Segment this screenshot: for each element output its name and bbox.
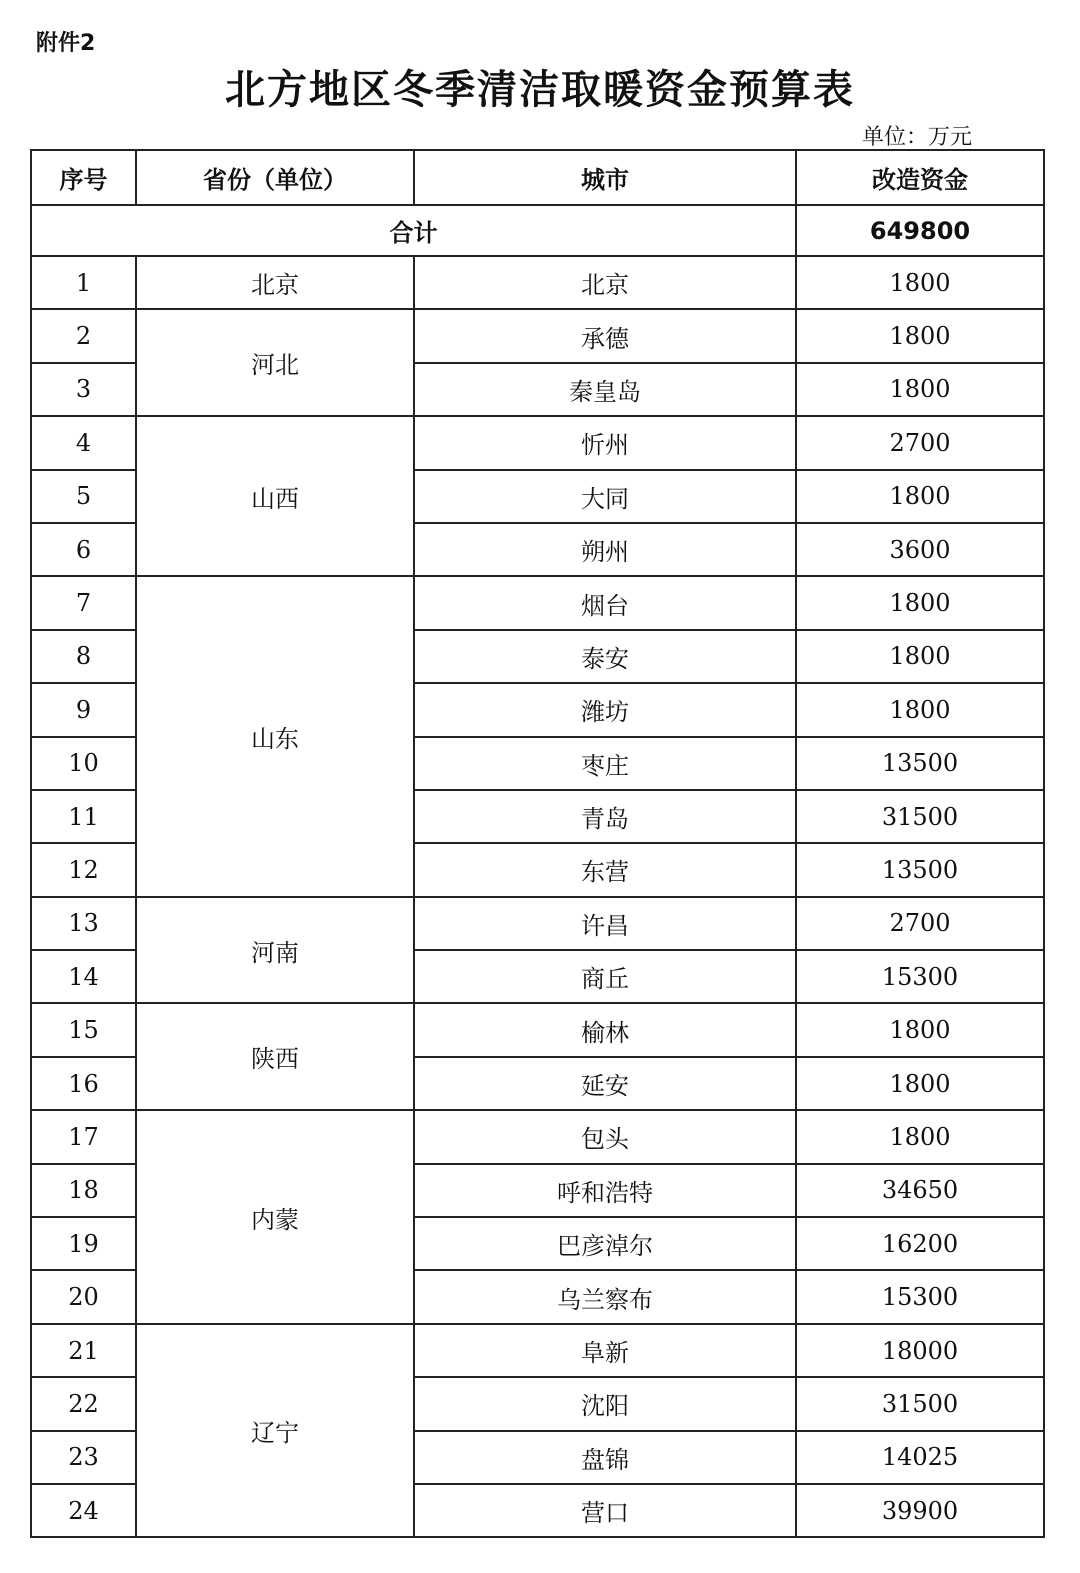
serial-cell: 23 <box>31 1431 136 1484</box>
city-cell: 盘锦 <box>414 1431 796 1484</box>
header-serial: 序号 <box>31 150 136 205</box>
city-cell: 潍坊 <box>414 683 796 736</box>
header-city: 城市 <box>414 150 796 205</box>
funding-cell: 15300 <box>796 1270 1044 1323</box>
serial-cell: 6 <box>31 523 136 576</box>
funding-cell: 1800 <box>796 683 1044 736</box>
budget-table <box>30 149 1045 1538</box>
city-cell: 沈阳 <box>414 1377 796 1430</box>
funding-cell: 15300 <box>796 950 1044 1003</box>
serial-cell: 17 <box>31 1110 136 1163</box>
table-row <box>31 1003 1044 1056</box>
funding-cell: 1800 <box>796 256 1044 309</box>
province-cell: 陕西 <box>136 1003 414 1110</box>
funding-cell: 13500 <box>796 843 1044 896</box>
document-title: 北方地区冬季清洁取暖资金预算表 <box>225 67 855 113</box>
funding-cell: 31500 <box>796 790 1044 843</box>
city-cell: 秦皇岛 <box>414 363 796 416</box>
serial-cell: 1 <box>31 256 136 309</box>
table-row <box>31 897 1044 950</box>
funding-cell: 34650 <box>796 1164 1044 1217</box>
table-row <box>31 1324 1044 1377</box>
serial-cell: 3 <box>31 363 136 416</box>
funding-cell: 1800 <box>796 309 1044 362</box>
funding-cell: 1800 <box>796 363 1044 416</box>
city-cell: 泰安 <box>414 630 796 683</box>
table-row <box>31 256 1044 309</box>
city-cell: 阜新 <box>414 1324 796 1377</box>
city-cell: 忻州 <box>414 416 796 469</box>
funding-cell: 2700 <box>796 897 1044 950</box>
funding-cell: 31500 <box>796 1377 1044 1430</box>
funding-cell: 14025 <box>796 1431 1044 1484</box>
city-cell: 北京 <box>414 256 796 309</box>
funding-cell: 2700 <box>796 416 1044 469</box>
city-cell: 巴彦淖尔 <box>414 1217 796 1270</box>
province-cell: 河南 <box>136 897 414 1004</box>
city-cell: 乌兰察布 <box>414 1270 796 1323</box>
city-cell: 枣庄 <box>414 737 796 790</box>
serial-cell: 9 <box>31 683 136 736</box>
serial-cell: 13 <box>31 897 136 950</box>
funding-cell: 39900 <box>796 1484 1044 1537</box>
unit-note: 单位：万元 <box>862 125 973 150</box>
total-value: 649800 <box>796 205 1044 256</box>
funding-cell: 1800 <box>796 470 1044 523</box>
province-cell: 内蒙 <box>136 1110 414 1324</box>
funding-cell: 1800 <box>796 1003 1044 1056</box>
funding-cell: 13500 <box>796 737 1044 790</box>
total-row <box>31 205 1044 256</box>
city-cell: 包头 <box>414 1110 796 1163</box>
serial-cell: 10 <box>31 737 136 790</box>
total-label: 合计 <box>31 205 796 256</box>
table-row <box>31 1110 1044 1163</box>
table-header-row <box>31 150 1044 205</box>
serial-cell: 4 <box>31 416 136 469</box>
serial-cell: 16 <box>31 1057 136 1110</box>
funding-cell: 1800 <box>796 576 1044 629</box>
serial-cell: 24 <box>31 1484 136 1537</box>
attachment-label: 附件2 <box>36 31 96 56</box>
serial-cell: 8 <box>31 630 136 683</box>
funding-cell: 1800 <box>796 1110 1044 1163</box>
serial-cell: 2 <box>31 309 136 362</box>
city-cell: 商丘 <box>414 950 796 1003</box>
province-cell: 山西 <box>136 416 414 576</box>
serial-cell: 12 <box>31 843 136 896</box>
serial-cell: 18 <box>31 1164 136 1217</box>
city-cell: 青岛 <box>414 790 796 843</box>
serial-cell: 5 <box>31 470 136 523</box>
city-cell: 延安 <box>414 1057 796 1110</box>
serial-cell: 21 <box>31 1324 136 1377</box>
funding-cell: 1800 <box>796 1057 1044 1110</box>
city-cell: 呼和浩特 <box>414 1164 796 1217</box>
serial-cell: 14 <box>31 950 136 1003</box>
serial-cell: 19 <box>31 1217 136 1270</box>
city-cell: 朔州 <box>414 523 796 576</box>
table-row <box>31 576 1044 629</box>
city-cell: 烟台 <box>414 576 796 629</box>
funding-cell: 3600 <box>796 523 1044 576</box>
funding-cell: 1800 <box>796 630 1044 683</box>
province-cell: 北京 <box>136 256 414 309</box>
serial-cell: 22 <box>31 1377 136 1430</box>
serial-cell: 20 <box>31 1270 136 1323</box>
province-cell: 山东 <box>136 576 414 896</box>
funding-cell: 16200 <box>796 1217 1044 1270</box>
city-cell: 东营 <box>414 843 796 896</box>
province-cell: 河北 <box>136 309 414 416</box>
province-cell: 辽宁 <box>136 1324 414 1538</box>
serial-cell: 7 <box>31 576 136 629</box>
city-cell: 榆林 <box>414 1003 796 1056</box>
serial-cell: 15 <box>31 1003 136 1056</box>
table-row <box>31 416 1044 469</box>
city-cell: 大同 <box>414 470 796 523</box>
funding-cell: 18000 <box>796 1324 1044 1377</box>
table-row <box>31 309 1044 362</box>
city-cell: 许昌 <box>414 897 796 950</box>
city-cell: 承德 <box>414 309 796 362</box>
city-cell: 营口 <box>414 1484 796 1537</box>
header-province: 省份（单位） <box>136 150 414 205</box>
serial-cell: 11 <box>31 790 136 843</box>
header-funding: 改造资金 <box>796 150 1044 205</box>
